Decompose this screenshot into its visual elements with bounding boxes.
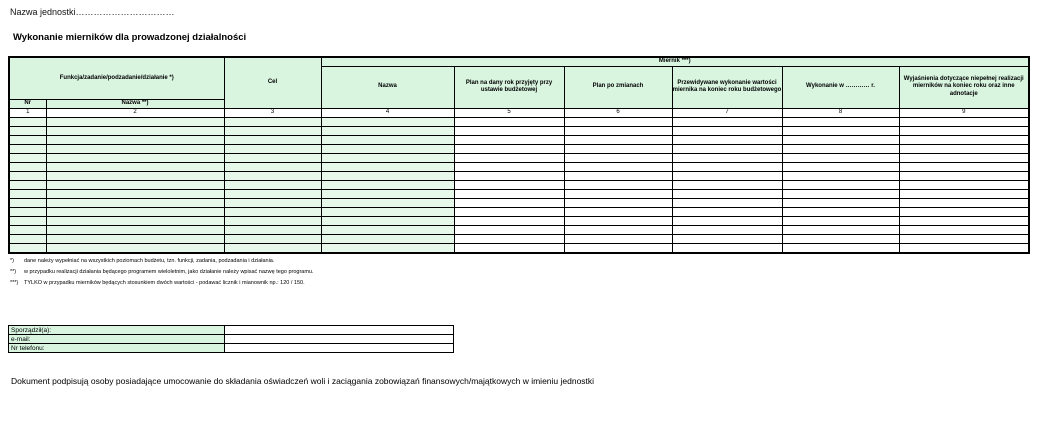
table-cell[interactable]: [321, 117, 454, 126]
table-cell[interactable]: [782, 162, 899, 171]
table-cell[interactable]: [782, 117, 899, 126]
table-cell[interactable]: [321, 180, 454, 189]
header-explanations: Wyjaśnienia dotyczące niepełnej realizacji mierników na koniec roku oraz inne adnotacje: [899, 66, 1029, 108]
table-cell[interactable]: [224, 180, 321, 189]
header-nr: Nr: [9, 99, 46, 108]
table-cell[interactable]: [672, 117, 782, 126]
table-cell[interactable]: [454, 171, 564, 180]
table-cell[interactable]: [9, 207, 46, 216]
table-cell[interactable]: [321, 153, 454, 162]
unit-name-label: Nazwa jednostki……………………………: [10, 7, 175, 17]
table-cell[interactable]: [454, 189, 564, 198]
table-row: [9, 171, 1029, 180]
table-cell[interactable]: [672, 225, 782, 234]
header-nazwa: Nazwa: [321, 66, 454, 108]
table-cell[interactable]: [9, 162, 46, 171]
table-cell[interactable]: [899, 225, 1029, 234]
table-cell[interactable]: [454, 162, 564, 171]
table-cell[interactable]: [782, 243, 899, 253]
table-row: [9, 225, 1029, 234]
table-cell[interactable]: [782, 198, 899, 207]
table-cell[interactable]: [564, 162, 672, 171]
table-cell[interactable]: [564, 153, 672, 162]
table-cell[interactable]: [672, 126, 782, 135]
table-cell[interactable]: [899, 234, 1029, 243]
table-cell[interactable]: [672, 162, 782, 171]
table-cell[interactable]: [224, 126, 321, 135]
prepared-by-label: Sporządził(a):: [9, 326, 225, 335]
table-cell[interactable]: [46, 180, 224, 189]
table-cell[interactable]: [454, 216, 564, 225]
table-cell[interactable]: [224, 243, 321, 253]
table-cell[interactable]: [782, 189, 899, 198]
table-cell[interactable]: [564, 243, 672, 253]
table-cell[interactable]: [46, 126, 224, 135]
table-cell[interactable]: [9, 126, 46, 135]
table-cell[interactable]: [899, 153, 1029, 162]
table-cell[interactable]: [899, 144, 1029, 153]
column-number: 3: [224, 108, 321, 117]
column-number: 8: [782, 108, 899, 117]
table-cell[interactable]: [46, 171, 224, 180]
table-cell[interactable]: [46, 225, 224, 234]
table-cell[interactable]: [224, 198, 321, 207]
footnote-text: w przypadku realizacji działania będącego programem wieloletnim, jako działanie należy wpisać nazwę tego programu.: [24, 269, 314, 275]
table-row: [9, 207, 1029, 216]
column-number: 9: [899, 108, 1029, 117]
email-field[interactable]: [225, 335, 454, 344]
prepared-by-field[interactable]: [225, 326, 454, 335]
table-cell[interactable]: [9, 234, 46, 243]
footnote: [10, 258, 274, 264]
table-cell[interactable]: [899, 135, 1029, 144]
table-cell[interactable]: [564, 225, 672, 234]
table-cell[interactable]: [672, 207, 782, 216]
table-cell[interactable]: [672, 198, 782, 207]
table-cell[interactable]: [564, 234, 672, 243]
table-cell[interactable]: [899, 180, 1029, 189]
table-cell[interactable]: [224, 225, 321, 234]
table-cell[interactable]: [899, 162, 1029, 171]
table-cell[interactable]: [782, 153, 899, 162]
footnote: [10, 269, 314, 275]
table-cell[interactable]: [454, 243, 564, 253]
table-cell[interactable]: [9, 171, 46, 180]
table-cell[interactable]: [321, 207, 454, 216]
table-cell[interactable]: [46, 198, 224, 207]
table-cell[interactable]: [9, 198, 46, 207]
table-cell[interactable]: [782, 234, 899, 243]
table-cell[interactable]: [564, 117, 672, 126]
table-cell[interactable]: [454, 126, 564, 135]
table-cell[interactable]: [224, 171, 321, 180]
table-cell[interactable]: [224, 117, 321, 126]
table-cell[interactable]: [782, 207, 899, 216]
table-cell[interactable]: [564, 198, 672, 207]
table-cell[interactable]: [224, 207, 321, 216]
table-cell[interactable]: [454, 207, 564, 216]
table-cell[interactable]: [46, 207, 224, 216]
table-cell[interactable]: [672, 171, 782, 180]
column-number: 7: [672, 108, 782, 117]
table-row: [9, 144, 1029, 153]
header-plan-changes: Plan po zmianach: [564, 66, 672, 108]
table-row: [9, 180, 1029, 189]
footnote-text: TYLKO w przypadku mierników będących stosunkiem dwóch wartości - podawać licznik i mianownik np.: 120 / 150.: [24, 280, 305, 286]
table-row: [9, 126, 1029, 135]
table-cell[interactable]: [9, 189, 46, 198]
table-cell[interactable]: [899, 198, 1029, 207]
header-nazwa-function: Nazwa **): [46, 99, 224, 108]
table-cell[interactable]: [899, 207, 1029, 216]
table-cell[interactable]: [672, 144, 782, 153]
table-cell[interactable]: [564, 144, 672, 153]
table-cell[interactable]: [672, 180, 782, 189]
table-cell[interactable]: [9, 144, 46, 153]
table-cell[interactable]: [224, 144, 321, 153]
table-row: [9, 198, 1029, 207]
header-function-group: Funkcja/zadanie/podzadanie/działanie *): [9, 57, 224, 99]
footnote-mark: **): [10, 269, 17, 275]
table-row: [9, 234, 1029, 243]
footnote-text: dane należy wypełniać na wszystkich poziomach budżetu, tzn. funkcji, zadania, podzadania i działania.: [24, 258, 275, 264]
table-cell[interactable]: [46, 243, 224, 253]
measures-table: [8, 56, 1030, 254]
table-cell[interactable]: [321, 189, 454, 198]
table-cell[interactable]: [9, 117, 46, 126]
email-label: e-mail:: [9, 335, 225, 344]
footnote-mark: *): [10, 258, 14, 264]
page-title: Wykonanie mierników dla prowadzonej działalności: [13, 32, 247, 43]
column-number: 2: [46, 108, 224, 117]
table-row: [9, 153, 1029, 162]
header-miernik-group: Miernik ***): [321, 57, 1029, 66]
column-number: 6: [564, 108, 672, 117]
table-cell[interactable]: [321, 225, 454, 234]
table-cell[interactable]: [564, 216, 672, 225]
table-row: [9, 216, 1029, 225]
table-cell[interactable]: [782, 135, 899, 144]
table-cell[interactable]: [782, 225, 899, 234]
table-cell[interactable]: [9, 225, 46, 234]
contact-table: [8, 325, 454, 353]
table-cell[interactable]: [46, 135, 224, 144]
phone-field[interactable]: [225, 344, 454, 353]
footnote-mark: ***): [10, 280, 19, 286]
table-cell[interactable]: [782, 144, 899, 153]
table-cell[interactable]: [564, 180, 672, 189]
table-cell[interactable]: [899, 189, 1029, 198]
table-cell[interactable]: [564, 171, 672, 180]
table-cell[interactable]: [672, 153, 782, 162]
table-cell[interactable]: [672, 189, 782, 198]
table-cell[interactable]: [564, 207, 672, 216]
table-cell[interactable]: [899, 216, 1029, 225]
header-execution: Wykonanie w ………… r.: [782, 66, 899, 108]
table-cell[interactable]: [454, 153, 564, 162]
table-cell[interactable]: [454, 135, 564, 144]
table-cell[interactable]: [224, 162, 321, 171]
table-cell[interactable]: [321, 234, 454, 243]
table-cell[interactable]: [46, 234, 224, 243]
table-row: [9, 117, 1029, 126]
table-row: [9, 162, 1029, 171]
table-cell[interactable]: [454, 234, 564, 243]
table-cell[interactable]: [46, 162, 224, 171]
table-cell[interactable]: [564, 126, 672, 135]
phone-label: Nr telefonu:: [9, 344, 225, 353]
column-number: 5: [454, 108, 564, 117]
footnote: [10, 280, 305, 286]
table-cell[interactable]: [672, 135, 782, 144]
column-numbers-row: [9, 108, 1029, 117]
header-cel: Cel: [224, 57, 321, 108]
table-cell[interactable]: [9, 135, 46, 144]
table-cell[interactable]: [899, 243, 1029, 253]
table-cell[interactable]: [321, 216, 454, 225]
table-cell[interactable]: [672, 243, 782, 253]
table-cell[interactable]: [321, 243, 454, 253]
table-cell[interactable]: [46, 144, 224, 153]
table-cell[interactable]: [321, 162, 454, 171]
table-cell[interactable]: [782, 126, 899, 135]
table-cell[interactable]: [782, 180, 899, 189]
table-cell[interactable]: [224, 135, 321, 144]
column-number: 4: [321, 108, 454, 117]
table-cell[interactable]: [321, 144, 454, 153]
table-cell[interactable]: [672, 216, 782, 225]
table-cell[interactable]: [899, 126, 1029, 135]
table-cell[interactable]: [782, 216, 899, 225]
table-cell[interactable]: [564, 189, 672, 198]
table-cell[interactable]: [321, 135, 454, 144]
table-cell[interactable]: [224, 234, 321, 243]
table-cell[interactable]: [9, 216, 46, 225]
table-cell[interactable]: [46, 117, 224, 126]
column-number: 1: [9, 108, 46, 117]
table-cell[interactable]: [9, 153, 46, 162]
table-cell[interactable]: [9, 180, 46, 189]
header-forecast: Przewidywane wykonanie wartości miernika na koniec roku budżetowego: [672, 66, 782, 108]
table-cell[interactable]: [564, 135, 672, 144]
table-row: [9, 189, 1029, 198]
table-cell[interactable]: [899, 171, 1029, 180]
table-cell[interactable]: [782, 171, 899, 180]
table-cell[interactable]: [46, 153, 224, 162]
table-cell[interactable]: [224, 189, 321, 198]
table-cell[interactable]: [224, 153, 321, 162]
table-cell[interactable]: [454, 198, 564, 207]
table-row: [9, 243, 1029, 253]
signature-note: Dokument podpisują osoby posiadające umocowanie do składania oświadczeń woli i zaciągania zobowiązań finansowych/majątkowych w imieniu jednostki: [11, 376, 595, 386]
table-cell[interactable]: [321, 171, 454, 180]
table-cell[interactable]: [454, 117, 564, 126]
table-cell[interactable]: [454, 225, 564, 234]
table-cell[interactable]: [321, 126, 454, 135]
table-cell[interactable]: [672, 234, 782, 243]
table-cell[interactable]: [321, 198, 454, 207]
header-plan-budget: Plan na dany rok przyjęty przy ustawie budżetowej: [454, 66, 564, 108]
table-cell[interactable]: [46, 216, 224, 225]
table-cell[interactable]: [9, 243, 46, 253]
table-row: [9, 135, 1029, 144]
table-cell[interactable]: [454, 144, 564, 153]
table-cell[interactable]: [899, 117, 1029, 126]
table-cell[interactable]: [454, 180, 564, 189]
table-cell[interactable]: [224, 216, 321, 225]
table-cell[interactable]: [46, 189, 224, 198]
